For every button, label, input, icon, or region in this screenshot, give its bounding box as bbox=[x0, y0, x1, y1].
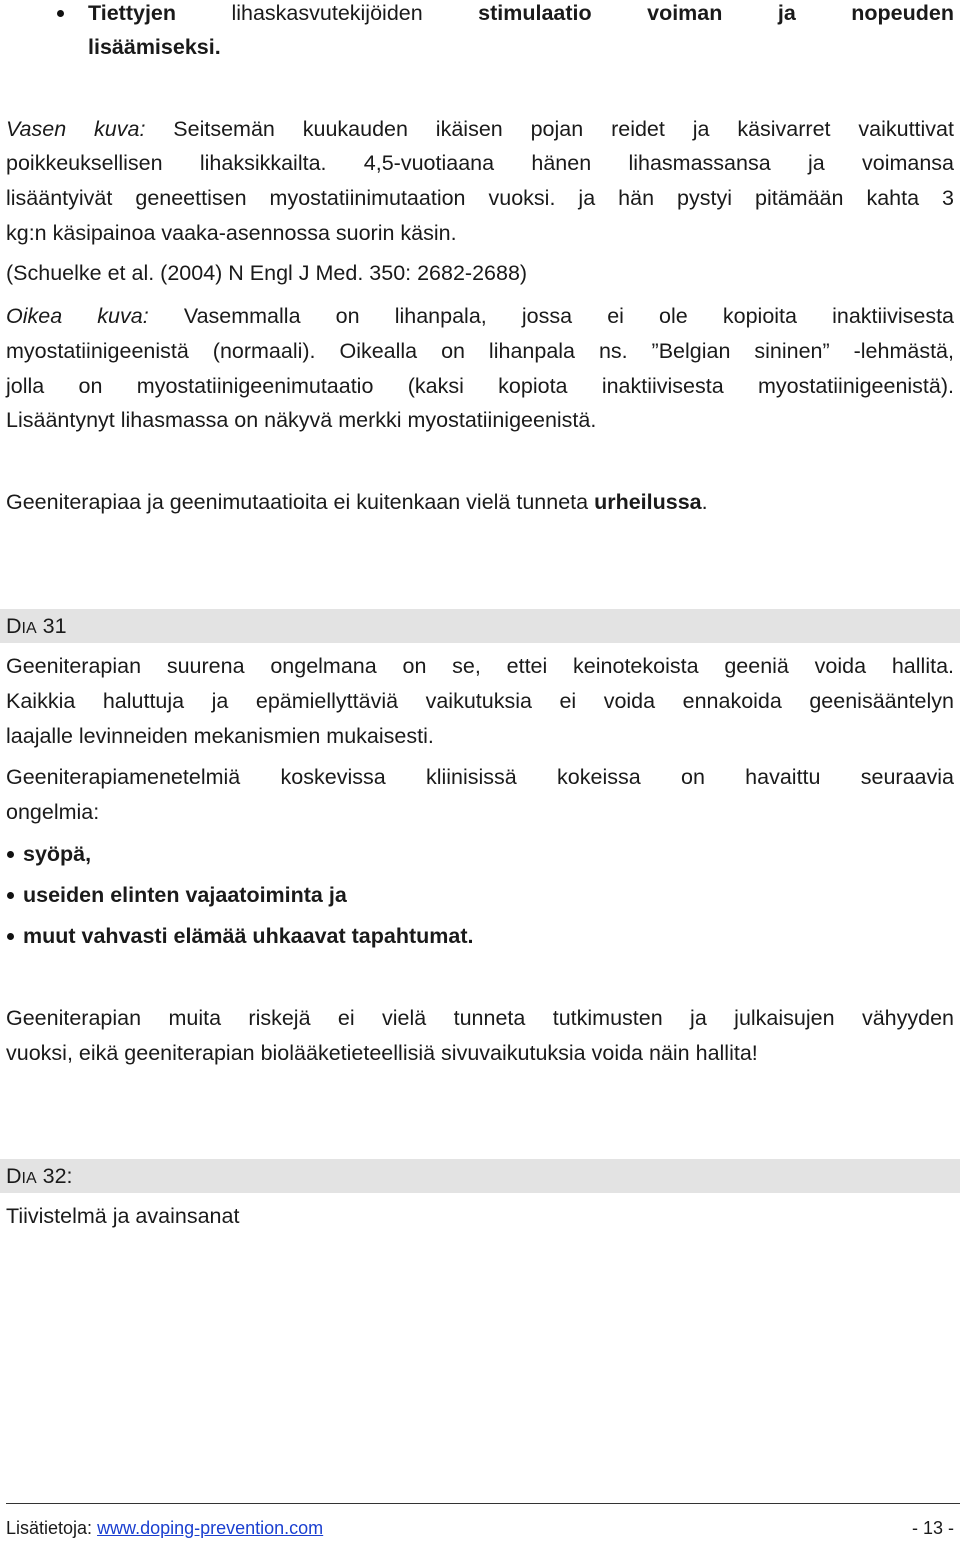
left-caption-line3: lisääntyivät geneettisen myostatiinimutaation vuoksi. ja hän pystyi pitämään kahta 3 bbox=[6, 186, 954, 210]
dia31-p2-line2: ongelmia: bbox=[6, 800, 100, 824]
right-caption-line4: Lisääntynyt lihasmassa on näkyvä merkki myostatiinigeenistä. bbox=[6, 408, 597, 432]
dia31-p1-line1: Geeniterapian suurena ongelmana on se, ettei keinotekoista geeniä voida hallita. bbox=[6, 654, 954, 678]
dia32-header-bar bbox=[0, 1159, 960, 1193]
word: ja bbox=[777, 1, 796, 25]
heading-initial: D bbox=[6, 1164, 22, 1188]
dia31-bullet-1: syöpä, bbox=[23, 842, 92, 866]
caption-label: Oikea kuva: bbox=[6, 304, 149, 328]
right-caption-line3: jolla on myostatiinigeenimutaatio (kaksi kopiota inaktiivisesta myostatiinigeenistä). bbox=[6, 374, 954, 398]
footer-link[interactable]: www.doping-prevention.com bbox=[97, 1518, 324, 1538]
caption-text: Seitsemän kuukauden ikäisen pojan reidet ja käsivarret vaikuttivat bbox=[173, 117, 954, 141]
word: stimulaatio bbox=[478, 1, 592, 25]
dia31-p3-line2: vuoksi, eikä geeniterapian biolääketieteellisiä sivuvaikutuksia voida näin hallita! bbox=[6, 1041, 758, 1065]
word: lihaskasvutekijöiden bbox=[231, 1, 423, 25]
dia31-bullet-3: muut vahvasti elämää uhkaavat tapahtumat. bbox=[23, 924, 474, 948]
left-caption-reference: (Schuelke et al. (2004) N Engl J Med. 350: 2682-2688) bbox=[6, 261, 528, 285]
bullet-dot bbox=[7, 933, 14, 940]
sport-note-bold: urheilussa bbox=[594, 490, 702, 514]
page-number: - 13 - bbox=[911, 1518, 954, 1538]
dia32-heading bbox=[6, 1159, 73, 1196]
bullet-dot bbox=[57, 10, 64, 17]
heading-initial: D bbox=[6, 614, 22, 638]
left-caption-line2: poikkeuksellisen lihaksikkailta. 4,5-vuotiaana hänen lihasmassansa ja voimansa bbox=[6, 151, 954, 175]
dia31-p1-line2: Kaikkia haluttuja ja epämiellyttäviä vaikutuksia ei voida ennakoida geenisääntelyn bbox=[6, 689, 954, 713]
caption-text: Vasemmalla on lihanpala, jossa ei ole kopioita inaktiivisesta bbox=[183, 304, 954, 328]
right-caption-line2: myostatiinigeenistä (normaali). Oikealla on lihanpala ns. ”Belgian sininen” -lehmästä, bbox=[6, 339, 954, 363]
footer-label: Lisätietoja: bbox=[6, 1518, 98, 1538]
heading-smallcaps: IA bbox=[21, 620, 37, 637]
word: Tiettyjen bbox=[88, 1, 177, 25]
dia31-bullet-2: useiden elinten vajaatoiminta ja bbox=[23, 883, 347, 907]
sport-note-end: . bbox=[701, 490, 708, 514]
footer-info bbox=[6, 1517, 323, 1539]
word: nopeuden bbox=[851, 1, 954, 25]
right-caption-line1 bbox=[6, 303, 954, 329]
sport-note bbox=[6, 489, 954, 515]
sport-note-text: Geeniterapiaa ja geenimutaatioita ei kuitenkaan vielä tunneta bbox=[6, 490, 595, 514]
caption-label: Vasen kuva: bbox=[6, 117, 146, 141]
bullet-dot bbox=[7, 892, 14, 899]
heading-number: 31 bbox=[36, 614, 67, 638]
left-caption-line1 bbox=[6, 116, 954, 142]
top-bullet-line1 bbox=[88, 0, 954, 26]
dia31-p1-line3: laajalle levinneiden mekanismien mukaisesti. bbox=[6, 724, 434, 748]
dia31-p3-line1: Geeniterapian muita riskejä ei vielä tunneta tutkimusten ja julkaisujen vähyyden bbox=[6, 1006, 954, 1030]
top-bullet-line2: lisäämiseksi. bbox=[88, 35, 221, 59]
dia31-header-bar bbox=[0, 609, 960, 643]
left-caption-line4: kg:n käsipainoa vaaka-asennossa suorin käsin. bbox=[6, 221, 457, 245]
dia32-text: Tiivistelmä ja avainsanat bbox=[6, 1204, 240, 1228]
dia31-heading bbox=[6, 609, 67, 646]
heading-number: 32: bbox=[36, 1164, 73, 1188]
footer-divider bbox=[6, 1503, 960, 1504]
heading-smallcaps: IA bbox=[21, 1170, 37, 1187]
dia31-p2-line1: Geeniterapiamenetelmiä koskevissa kliinisissä kokeissa on havaittu seuraavia bbox=[6, 765, 954, 789]
word: voiman bbox=[647, 1, 723, 25]
bullet-dot bbox=[7, 851, 14, 858]
